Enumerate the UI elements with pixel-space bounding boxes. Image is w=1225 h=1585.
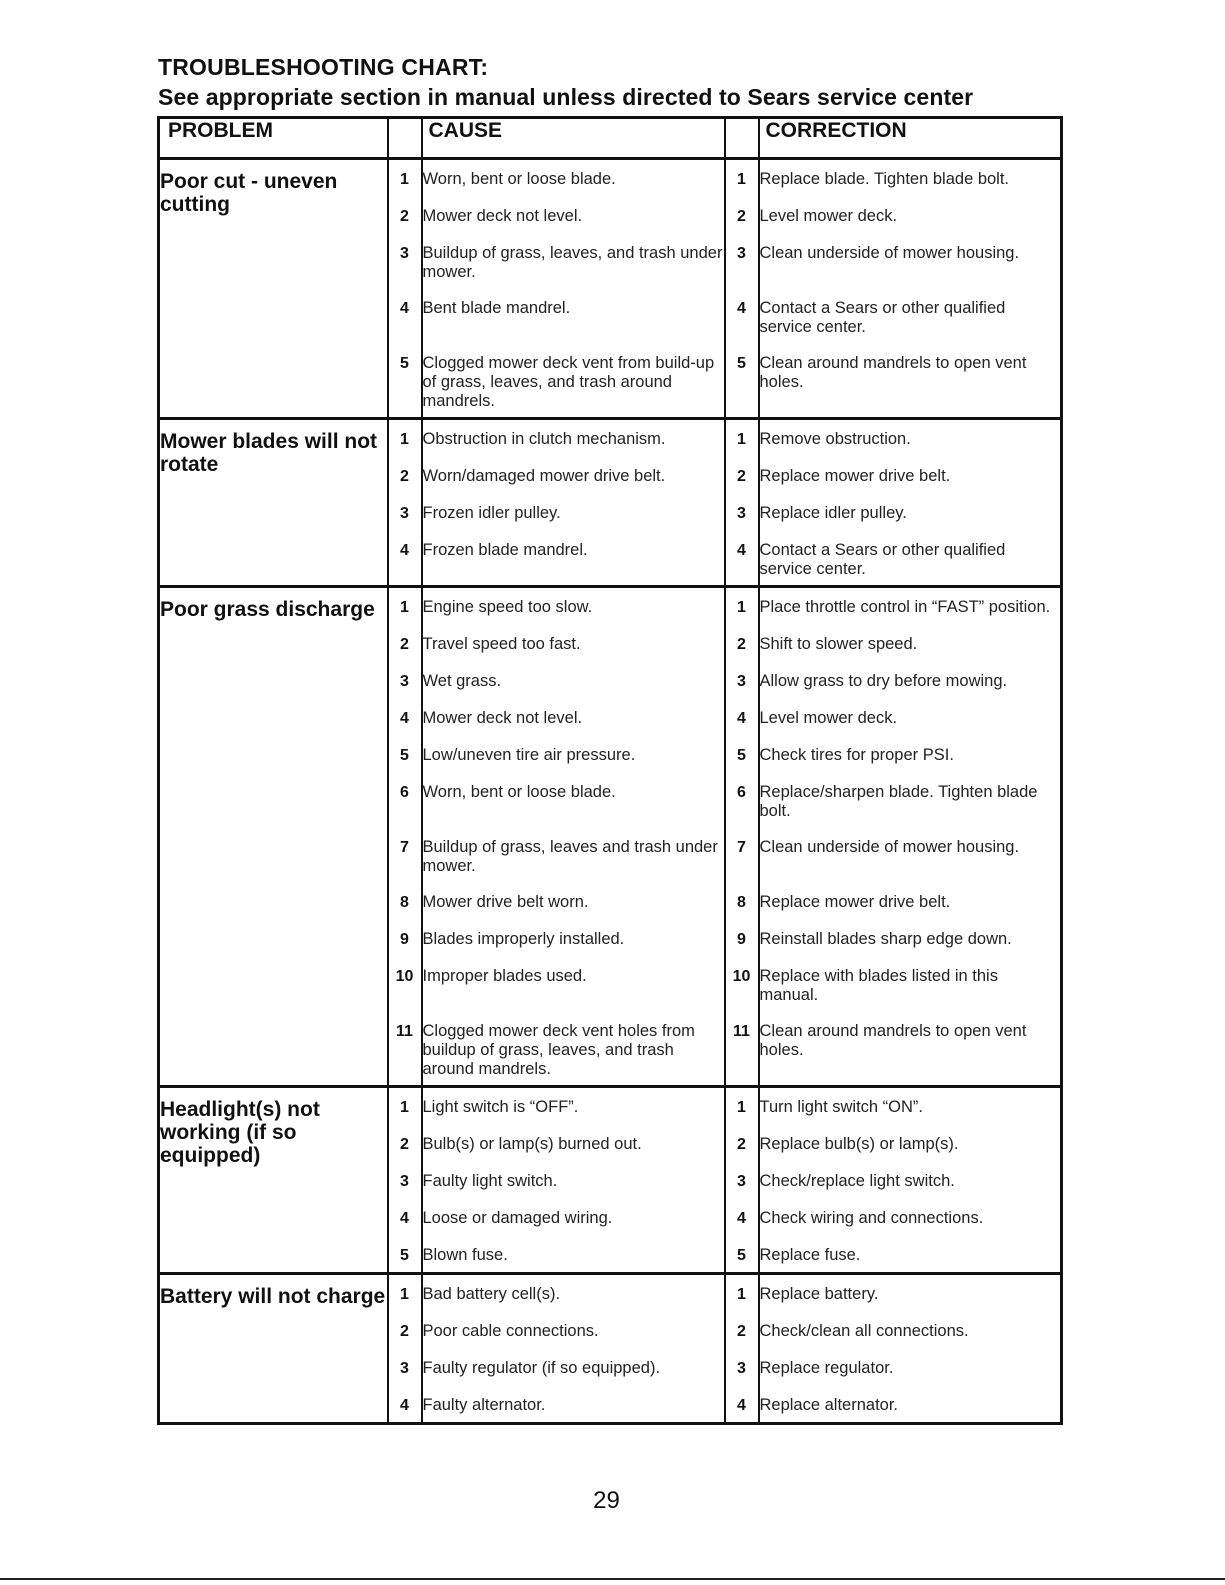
correction-cell: Contact a Sears or other qualified service center. <box>759 541 1006 578</box>
correction-number: 1 <box>725 1087 759 1136</box>
troubleshooting-table <box>157 116 1063 1425</box>
cause-cell: Faulty alternator. <box>422 1396 725 1424</box>
cause-cell: Mower drive belt worn. <box>422 893 725 930</box>
correction-number: 3 <box>725 672 759 709</box>
cause-cell: Engine speed too slow. <box>422 587 725 636</box>
correction-cell: Allow grass to dry before mowing. <box>759 672 1008 690</box>
correction-number: 11 <box>725 1022 759 1087</box>
cause-number: 1 <box>388 1274 422 1323</box>
correction-number: 2 <box>725 467 759 504</box>
cause-number: 1 <box>388 419 422 468</box>
cause-cell: Improper blades used. <box>422 967 725 1022</box>
page-title: TROUBLESHOOTING CHART: <box>158 54 489 80</box>
cause-cell: Worn/damaged mower drive belt. <box>422 467 725 504</box>
problem-cell: Battery will not charge <box>159 1274 388 1424</box>
correction-cell: Clean around mandrels to open vent holes. <box>759 354 1027 391</box>
table-row <box>159 1087 1062 1136</box>
correction-cell: Level mower deck. <box>759 709 898 727</box>
correction-number: 2 <box>725 635 759 672</box>
correction-cell: Place throttle control in “FAST” position. <box>759 598 1051 616</box>
cause-cell: Worn, bent or loose blade. <box>422 783 725 838</box>
correction-cell: Replace regulator. <box>759 1359 894 1377</box>
correction-cell: Check/clean all connections. <box>759 1322 969 1340</box>
cause-number: 1 <box>388 1087 422 1136</box>
correction-number: 6 <box>725 783 759 838</box>
correction-number: 2 <box>725 1322 759 1359</box>
correction-cell: Clean around mandrels to open vent holes. <box>759 1022 1027 1059</box>
cause-cell: Bad battery cell(s). <box>422 1274 725 1323</box>
cause-cell: Travel speed too fast. <box>422 635 725 672</box>
correction-cell: Replace with blades listed in this manual. <box>759 967 998 1004</box>
correction-cell: Replace mower drive belt. <box>759 467 951 485</box>
cause-number: 7 <box>388 838 422 893</box>
page-bottom-rule <box>0 1578 1225 1580</box>
correction-cell: Replace mower drive belt. <box>759 893 951 911</box>
cause-number: 1 <box>388 587 422 636</box>
cause-cell: Faulty regulator (if so equipped). <box>422 1359 725 1396</box>
correction-number: 1 <box>725 159 759 208</box>
cause-cell: Low/uneven tire air pressure. <box>422 746 725 783</box>
correction-number: 4 <box>725 709 759 746</box>
cause-cell: Light switch is “OFF”. <box>422 1087 725 1136</box>
correction-number: 4 <box>725 1396 759 1424</box>
correction-number: 2 <box>725 207 759 244</box>
cause-number: 3 <box>388 1172 422 1209</box>
correction-number: 1 <box>725 587 759 636</box>
cause-cell: Mower deck not level. <box>422 709 725 746</box>
problem-cell: Poor cut - uneven cutting <box>159 159 388 419</box>
cause-number: 2 <box>388 467 422 504</box>
correction-cell: Replace fuse. <box>759 1246 861 1264</box>
table-header-row <box>159 118 1062 159</box>
cause-cell: Poor cable connections. <box>422 1322 725 1359</box>
cause-number-column-header <box>388 118 422 159</box>
cause-number: 9 <box>388 930 422 967</box>
problem-cell: Mower blades will not rotate <box>159 419 388 587</box>
correction-cell: Clean underside of mower housing. <box>759 244 1020 262</box>
correction-cell: Clean underside of mower housing. <box>759 838 1020 856</box>
correction-number: 1 <box>725 419 759 468</box>
cause-cell: Wet grass. <box>422 672 725 709</box>
cause-number: 8 <box>388 893 422 930</box>
page-number: 29 <box>593 1487 620 1514</box>
cause-number: 4 <box>388 541 422 587</box>
correction-cell: Replace battery. <box>759 1285 879 1303</box>
cause-number: 11 <box>388 1022 422 1087</box>
cause-number: 2 <box>388 635 422 672</box>
problem-cell: Poor grass discharge <box>159 587 388 1087</box>
cause-number: 3 <box>388 1359 422 1396</box>
cause-cell: Blown fuse. <box>422 1246 725 1274</box>
correction-number: 5 <box>725 354 759 419</box>
correction-number: 7 <box>725 838 759 893</box>
correction-number: 4 <box>725 299 759 354</box>
cause-number: 10 <box>388 967 422 1022</box>
table-row <box>159 587 1062 636</box>
correction-cell: Replace alternator. <box>759 1396 899 1414</box>
cause-number: 4 <box>388 1396 422 1424</box>
correction-cell: Replace/sharpen blade. Tighten blade bolt. <box>759 783 1038 820</box>
correction-cell: Reinstall blades sharp edge down. <box>759 930 1012 948</box>
cause-cell: Bulb(s) or lamp(s) burned out. <box>422 1135 725 1172</box>
correction-number: 8 <box>725 893 759 930</box>
cause-cell: Blades improperly installed. <box>422 930 725 967</box>
cause-number: 3 <box>388 504 422 541</box>
correction-number: 3 <box>725 1172 759 1209</box>
correction-cell: Remove obstruction. <box>759 430 911 448</box>
correction-cell: Replace blade. Tighten blade bolt. <box>759 170 1010 188</box>
correction-number: 5 <box>725 1246 759 1274</box>
correction-cell: Replace idler pulley. <box>759 504 907 522</box>
cause-number: 5 <box>388 746 422 783</box>
cause-cell: Buildup of grass, leaves, and trash under mower. <box>422 244 725 299</box>
correction-number: 9 <box>725 930 759 967</box>
cause-cell: Faulty light switch. <box>422 1172 725 1209</box>
cause-number: 3 <box>388 244 422 299</box>
correction-cell: Contact a Sears or other qualified service center. <box>759 299 1006 336</box>
correction-number: 10 <box>725 967 759 1022</box>
correction-number: 4 <box>725 1209 759 1246</box>
correction-cell: Turn light switch “ON”. <box>759 1098 924 1116</box>
cause-cell: Frozen idler pulley. <box>422 504 725 541</box>
correction-number: 5 <box>725 746 759 783</box>
cause-number: 6 <box>388 783 422 838</box>
cause-number: 5 <box>388 1246 422 1274</box>
correction-cell: Replace bulb(s) or lamp(s). <box>759 1135 959 1153</box>
problem-column-header: PROBLEM <box>159 118 388 159</box>
correction-column-header: CORRECTION <box>759 118 1062 159</box>
correction-number: 2 <box>725 1135 759 1172</box>
cause-cell: Worn, bent or loose blade. <box>422 159 725 208</box>
table-row <box>159 419 1062 468</box>
cause-number: 2 <box>388 1135 422 1172</box>
cause-number: 1 <box>388 159 422 208</box>
correction-cell: Check/replace light switch. <box>759 1172 955 1190</box>
cause-cell: Loose or damaged wiring. <box>422 1209 725 1246</box>
cause-cell: Buildup of grass, leaves and trash under mower. <box>422 838 725 893</box>
problem-cell: Headlight(s) not working (if so equipped) <box>159 1087 388 1274</box>
cause-number: 2 <box>388 1322 422 1359</box>
cause-cell: Frozen blade mandrel. <box>422 541 725 587</box>
table-row <box>159 1274 1062 1323</box>
cause-number: 4 <box>388 299 422 354</box>
correction-number: 3 <box>725 1359 759 1396</box>
chart-title-block <box>158 52 973 112</box>
correction-cell: Level mower deck. <box>759 207 898 225</box>
cause-column-header: CAUSE <box>422 118 725 159</box>
correction-number-column-header <box>725 118 759 159</box>
correction-cell: Check wiring and connections. <box>759 1209 984 1227</box>
correction-number: 3 <box>725 244 759 299</box>
cause-cell: Mower deck not level. <box>422 207 725 244</box>
cause-number: 4 <box>388 1209 422 1246</box>
cause-number: 2 <box>388 207 422 244</box>
cause-cell: Bent blade mandrel. <box>422 299 725 354</box>
cause-cell: Obstruction in clutch mechanism. <box>422 419 725 468</box>
cause-number: 5 <box>388 354 422 419</box>
correction-cell: Shift to slower speed. <box>759 635 918 653</box>
page-subtitle: See appropriate section in manual unless directed to Sears service center <box>158 84 974 110</box>
correction-number: 1 <box>725 1274 759 1323</box>
cause-cell: Clogged mower deck vent from build-up of grass, leaves, and trash around mandrels. <box>422 354 725 419</box>
cause-number: 3 <box>388 672 422 709</box>
correction-cell: Check tires for proper PSI. <box>759 746 954 764</box>
cause-number: 4 <box>388 709 422 746</box>
correction-number: 4 <box>725 541 759 587</box>
cause-cell: Clogged mower deck vent holes from buildup of grass, leaves, and trash around mandrels. <box>422 1022 725 1087</box>
table-body <box>159 159 1062 1424</box>
correction-number: 3 <box>725 504 759 541</box>
table-row <box>159 159 1062 208</box>
